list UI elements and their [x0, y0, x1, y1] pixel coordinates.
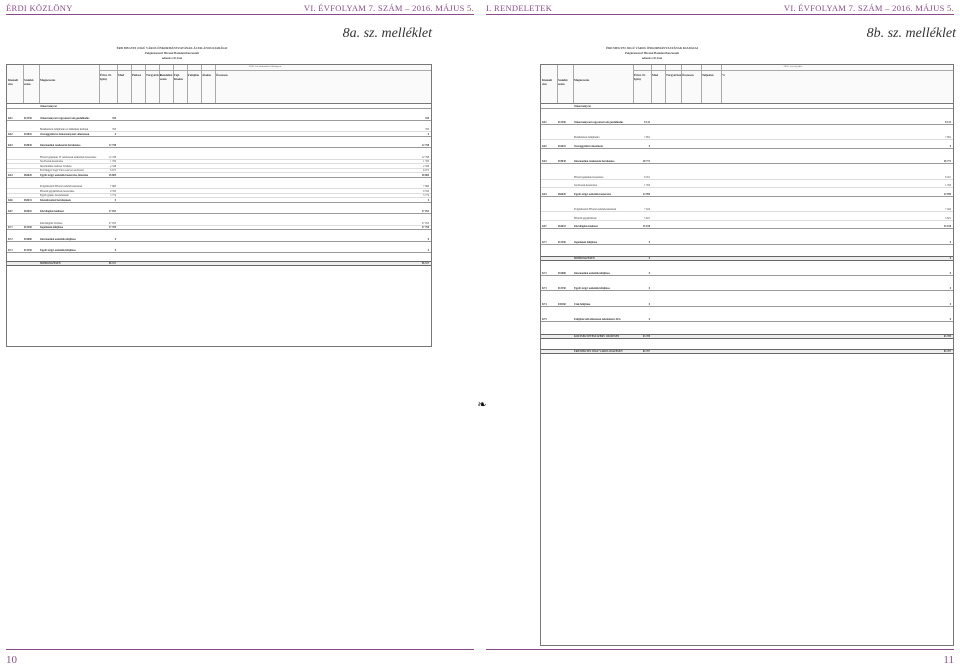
right-cell-value: 28 772	[642, 160, 650, 163]
right-header-issue: VI. ÉVFOLYAM 7. SZÁM – 2016. MÁJUS 5.	[783, 3, 954, 13]
left-cell-total: 5 774	[423, 194, 429, 197]
right-header-divider	[681, 65, 682, 103]
left-cell-value: 28 869	[108, 173, 116, 177]
left-cell-subcode: 018030	[24, 144, 32, 147]
left-cell-subcode: 013350	[24, 226, 32, 229]
left-column-header: Tárgyévben	[146, 73, 162, 77]
right-column-header: Tárgyévben	[666, 73, 682, 77]
left-header-divider	[173, 65, 174, 103]
left-title-line: Polgármesteri Hivatal Hatáskörben kezelt	[145, 51, 199, 55]
left-cell-total: 1 700	[423, 160, 429, 163]
left-table-row	[7, 249, 431, 253]
left-header-issue: VI. ÉVFOLYAM 7. SZÁM – 2016. MÁJUS 5.	[303, 3, 474, 13]
right-column-header: Megnevezés	[574, 78, 590, 82]
left-cell-label: Hivatal gépeinek, IT rendszerek elemeinek beszerzése	[40, 155, 97, 159]
right-cell-label: Polgármesteri Hivatal eszközbeszerzései	[574, 208, 617, 211]
right-cell-code: K72	[542, 271, 547, 275]
right-table-row	[541, 217, 953, 221]
left-column-header: Pótlasz	[132, 73, 142, 77]
right-budget-table	[540, 64, 954, 646]
right-cell-value: 0	[648, 240, 650, 244]
left-cell-value: 27 053	[108, 210, 116, 213]
left-cell-label: Ingatlanok felújítása	[40, 226, 63, 229]
right-cell-total: 8 451	[945, 175, 951, 179]
left-column-header: Rendelési szám	[160, 73, 173, 81]
right-title-line: adatok e.Ft-ban	[641, 56, 663, 60]
right-table-row	[541, 303, 953, 307]
right-cell-label: Hivatali gépjárművek	[574, 216, 597, 220]
right-cell-label: Önkormányzati vagyonnal való gazdálkodás	[574, 120, 624, 124]
left-cell-label: Közművesítési beruházások	[40, 198, 71, 202]
left-table-row	[7, 238, 431, 242]
left-column-header: Megnevezés	[40, 78, 56, 82]
left-header-divider	[159, 65, 160, 103]
left-cell-total: 350	[425, 128, 429, 131]
right-cell-total: 0	[949, 287, 951, 290]
right-total-row	[541, 256, 953, 261]
left-cell-total: 7 890	[423, 185, 429, 188]
left-cell-value: 1 700	[110, 160, 116, 163]
left-cell-label: Országgyűlési és önkormányzati választások	[40, 132, 90, 136]
left-cell-label: Önkormányzati vagyonnal való gazdálkodás	[40, 116, 90, 120]
left-cell-total: 12 798	[421, 155, 429, 159]
right-table-row	[541, 176, 953, 180]
right-page-number: 11	[943, 654, 954, 666]
left-cell-total: 0	[427, 237, 429, 241]
left-table-row	[7, 105, 431, 109]
left-column-header: Szakfel. szám	[24, 78, 35, 86]
right-cell-label: ÉRD MEGYEI JOGÚ VÁROS ÖSSZESEN	[574, 350, 623, 353]
right-cell-total: 0	[949, 257, 951, 260]
right-cell-label: Hivatal gépeinek beszerzése	[574, 175, 604, 179]
left-cell-code: K67	[8, 210, 13, 213]
right-cell-label: Informatikai rendszerek beruházása	[574, 160, 615, 163]
left-cell-total: 27 053	[421, 210, 429, 213]
left-cell-code: K64	[8, 173, 13, 177]
left-column-header: Érint. Ft. Igény	[100, 73, 112, 81]
right-table-header	[541, 65, 953, 104]
right-footer-rule	[486, 649, 954, 650]
left-column-header: Felújítás	[188, 73, 200, 77]
right-cell-value: 0	[648, 144, 650, 148]
right-column-header: Érint. Ft. Igény	[634, 73, 646, 81]
right-cell-value: 7 024	[644, 208, 650, 211]
right-title-line: Polgármesteri Hivatal Hatáskörben kezelt	[625, 51, 679, 55]
right-cell-code: K63	[542, 160, 547, 163]
left-table-row	[7, 226, 431, 230]
right-running-header	[486, 2, 954, 14]
left-table-title	[72, 46, 272, 61]
right-cell-label: Ingatlanok felújítása	[574, 240, 597, 244]
right-cell-value: 0	[648, 257, 650, 260]
left-cell-value: 0	[114, 198, 116, 202]
right-cell-subcode: 016080	[558, 271, 566, 275]
left-cell-label: Önkormányzat	[40, 105, 57, 108]
right-cell-value: 84 707	[642, 350, 650, 353]
left-cell-code: K71	[8, 226, 13, 229]
left-cell-code: K63	[8, 144, 13, 147]
right-cell-label: Közvilágítás kiadásai	[574, 225, 598, 228]
left-table-row	[7, 144, 431, 148]
left-table-row	[7, 210, 431, 214]
right-header-rule	[486, 14, 954, 15]
right-page	[480, 0, 960, 668]
left-header-divider	[201, 65, 202, 103]
left-cell-label: Informatikai rendszerek beruházása	[40, 144, 81, 147]
left-cell-subcode: 084031	[24, 198, 32, 202]
right-table-row	[541, 287, 953, 291]
left-cell-total: 9 350	[423, 189, 429, 193]
left-cell-value: 0	[114, 237, 116, 241]
left-cell-total: 0	[427, 132, 429, 136]
right-cell-subcode: 013350	[558, 120, 566, 124]
right-table-title	[552, 46, 752, 61]
right-cell-value: 7 991	[644, 136, 650, 139]
left-cell-value: 96 317	[108, 261, 116, 265]
right-cell-subcode: 013350	[558, 287, 566, 290]
left-header-divider	[131, 65, 132, 103]
left-cell-value: 27 700	[108, 226, 116, 229]
right-column-header: Teljesítés	[702, 73, 714, 77]
right-cell-value: 5 621	[644, 216, 650, 220]
right-cell-value: 63 709	[642, 334, 650, 338]
right-table-row	[541, 272, 953, 276]
right-table-row	[541, 136, 953, 140]
right-cell-code: K75	[542, 318, 547, 321]
right-header-divider	[721, 65, 722, 103]
right-total-row	[541, 334, 953, 339]
right-column-header: %	[722, 73, 725, 77]
right-annex-label: 8b. sz. melléklet	[866, 26, 956, 41]
right-table-row	[541, 225, 953, 229]
left-cell-value: 5 774	[110, 194, 116, 197]
left-cell-code: K66	[8, 198, 13, 202]
right-cell-total: 63 709	[943, 334, 951, 338]
right-cell-value: 0	[648, 302, 650, 306]
right-cell-value: 1 350	[644, 184, 650, 187]
left-cell-total: 27 053	[421, 221, 429, 225]
right-cell-subcode: 013350	[558, 240, 566, 244]
right-cell-label: Felújítási célú előzetesen felszámított ÁFA	[574, 318, 621, 321]
right-cell-subcode: 066020	[558, 192, 566, 196]
left-cell-label: Szoftverek beszerzése	[40, 160, 63, 163]
right-cell-value: 0	[648, 271, 650, 275]
right-cell-label: Országgyűlési választások	[574, 144, 603, 148]
left-header-divider	[99, 65, 100, 103]
right-cell-value: 35 108	[642, 225, 650, 228]
left-cell-value: 9 350	[110, 189, 116, 193]
right-table-row	[541, 193, 953, 197]
left-cell-label: MINDÖSSZESEN	[40, 261, 61, 265]
left-total-row	[7, 261, 431, 266]
left-cell-label: Egyéb tárgyi eszközök beszerzése, létesítése	[40, 173, 89, 177]
left-header-divider	[39, 65, 40, 103]
right-cell-total: 7 991	[945, 136, 951, 139]
left-running-header	[6, 2, 474, 14]
left-cell-total: 12 798	[421, 144, 429, 147]
right-cell-total: 24 999	[943, 192, 951, 196]
right-table-row	[541, 208, 953, 212]
right-header-divider	[701, 65, 702, 103]
right-cell-subcode: 045160	[558, 302, 566, 306]
right-table-row	[541, 145, 953, 149]
right-table-row	[541, 184, 953, 188]
left-cell-value: 27 053	[108, 221, 116, 225]
right-header-band: 2016. évi teljesítés	[633, 65, 953, 71]
left-cell-value: 12 798	[108, 144, 116, 147]
left-cell-total: 2 348	[423, 164, 429, 168]
right-cell-total: 7 024	[945, 208, 951, 211]
right-table-row	[541, 241, 953, 245]
left-column-header: Mód	[118, 73, 124, 77]
left-cell-label: Hivatali gépjárművek beszerzése	[40, 189, 75, 193]
right-header-divider	[573, 65, 574, 103]
left-cell-label: Közvilágítás kiadásai	[40, 210, 64, 213]
left-cell-total: 96 317	[421, 261, 429, 265]
right-cell-subcode: 016010	[558, 144, 566, 148]
right-cell-label: Beruházások felújítására	[574, 136, 600, 139]
left-cell-value: 12 798	[108, 155, 116, 159]
right-cell-label: Egyéb tárgyi eszközök felújítása	[574, 287, 610, 290]
right-cell-total: 0	[949, 302, 951, 306]
right-column-header: Összesen	[682, 73, 694, 77]
left-cell-label: Beruházások felújítására és működési kiadásai	[40, 128, 89, 131]
left-cell-label: Közvilágítás bővítése	[40, 221, 63, 225]
left-cell-code: K72	[8, 237, 13, 241]
right-cell-label: Utak felújítása	[574, 302, 591, 306]
left-table-row	[7, 199, 431, 203]
right-cell-code: K62	[542, 144, 547, 148]
right-cell-subcode: 064010	[558, 225, 566, 228]
left-cell-code: K62	[8, 132, 13, 136]
left-cell-subcode: 013350	[24, 116, 32, 120]
right-cell-total: 0	[949, 240, 951, 244]
left-cell-label: Egyéb tárgyi eszközök felújítása	[40, 249, 76, 252]
right-cell-code: K71	[542, 240, 547, 244]
left-cell-value: 6 075	[110, 169, 116, 172]
left-cell-subcode: 016080	[24, 237, 32, 241]
left-header-band: 2016. évi módosított előirányzat	[99, 65, 431, 71]
left-cell-label: Érd Megyei Jogú Város szerver szoftverei	[40, 169, 84, 172]
left-column-header: Összesen	[216, 73, 228, 77]
left-cell-total: 6 075	[423, 169, 429, 172]
right-column-header: Kiemelt cím	[542, 78, 553, 86]
left-cell-subcode: 013350	[24, 249, 32, 252]
right-column-header: Mód	[652, 73, 658, 77]
left-cell-label: Egyéb gépek, berendezések	[40, 194, 69, 197]
left-cell-value: 350	[112, 116, 116, 120]
right-cell-code: K61	[542, 120, 547, 124]
left-header-divider	[187, 65, 188, 103]
left-column-header: Kiemelt cím	[8, 78, 19, 86]
right-cell-total: 0	[949, 318, 951, 321]
right-cell-value: 8 451	[644, 175, 650, 179]
right-cell-code: K64	[542, 192, 547, 196]
right-table-row	[541, 105, 953, 109]
left-cell-label: Informatikai eszközök felújítása	[40, 237, 76, 241]
left-header-rule	[6, 14, 474, 15]
left-cell-label: Polgármesteri Hivatal eszközbeszerzései	[40, 185, 83, 188]
left-header-divider	[215, 65, 216, 103]
ornament-fleuron: ❧	[477, 399, 487, 411]
left-column-header: Átadás	[202, 73, 212, 77]
right-header-divider	[651, 65, 652, 103]
right-cell-total: 5 621	[945, 216, 951, 220]
left-cell-value: 0	[114, 249, 116, 252]
right-cell-code: K74	[542, 302, 547, 306]
right-cell-total: 0	[949, 144, 951, 148]
left-cell-code: K73	[8, 249, 13, 252]
right-cell-value: 0	[648, 318, 650, 321]
left-cell-subcode: 064010	[24, 210, 32, 213]
left-cell-value: 0	[114, 132, 116, 136]
left-table-row	[7, 174, 431, 178]
right-cell-label: KÖLTSÉGVETÉSI SZERV ÖSSZESEN	[574, 334, 620, 338]
left-cell-subcode: 066020	[24, 173, 32, 177]
right-cell-label: Egyéb tárgyi eszközök beszerzése	[574, 192, 611, 196]
left-table-row	[7, 133, 431, 137]
left-header-title: ÉRDI KÖZLÖNY	[6, 3, 73, 13]
right-cell-total: 8 141	[945, 120, 951, 124]
right-table-row	[541, 318, 953, 322]
left-title-line: ÉRD MEGYEI JOGÚ VÁROS ÖNKORMÁNYZATÁNAK ÁLTALÁNOS KIADÁSAI	[116, 46, 228, 50]
right-cell-label: Önkormányzat	[574, 105, 591, 108]
left-cell-subcode: 016010	[24, 132, 32, 136]
left-footer-rule	[6, 649, 474, 650]
left-cell-total: 0	[427, 249, 429, 252]
right-cell-code: K73	[542, 287, 547, 290]
left-cell-value: 7 890	[110, 185, 116, 188]
left-table-header	[7, 65, 431, 104]
right-cell-total: 28 772	[943, 160, 951, 163]
right-cell-label: MINDÖSSZESEN	[574, 257, 595, 260]
left-cell-total: 28 869	[421, 173, 429, 177]
right-column-header: Szakfel. szám	[558, 78, 569, 86]
left-cell-value: 350	[112, 128, 116, 131]
left-cell-value: 2 348	[110, 164, 116, 168]
right-cell-value: 8 141	[644, 120, 650, 124]
right-header-section: I. RENDELETEK	[486, 3, 553, 13]
right-cell-value: 24 999	[642, 192, 650, 196]
right-cell-total: 84 707	[943, 350, 951, 353]
right-table-row	[541, 160, 953, 164]
left-cell-total: 350	[425, 116, 429, 120]
left-column-header: Fejl. Kiadás	[174, 73, 184, 81]
left-header-divider	[145, 65, 146, 103]
left-annex-label: 8a. sz. melléklet	[342, 26, 432, 41]
right-cell-label: Informatikai eszközök felújítása	[574, 271, 610, 275]
left-cell-label: Informatikai rendszer bővítése	[40, 164, 72, 168]
left-cell-code: K61	[8, 116, 13, 120]
right-cell-code: K67	[542, 225, 547, 228]
left-page-number: 10	[6, 654, 17, 666]
left-title-line: adatok e.Ft-ban	[161, 56, 183, 60]
right-cell-total: 1 350	[945, 184, 951, 187]
right-cell-subcode: 018030	[558, 160, 566, 163]
right-header-divider	[633, 65, 634, 103]
left-table-row	[7, 117, 431, 121]
right-cell-total: 35 108	[943, 225, 951, 228]
right-total-row	[541, 349, 953, 354]
right-cell-total: 0	[949, 271, 951, 275]
left-header-divider	[117, 65, 118, 103]
left-budget-table	[6, 64, 432, 347]
right-table-row	[541, 121, 953, 125]
right-header-divider	[665, 65, 666, 103]
left-cell-total: 0	[427, 198, 429, 202]
right-title-line: ÉRD MEGYEI JOGÚ VÁROS ÖNKORMÁNYZATÁNAK KIADÁSAI	[606, 46, 698, 50]
right-cell-value: 0	[648, 287, 650, 290]
right-cell-label: Szoftverek beszerzése	[574, 184, 597, 187]
left-cell-total: 27 700	[421, 226, 429, 229]
